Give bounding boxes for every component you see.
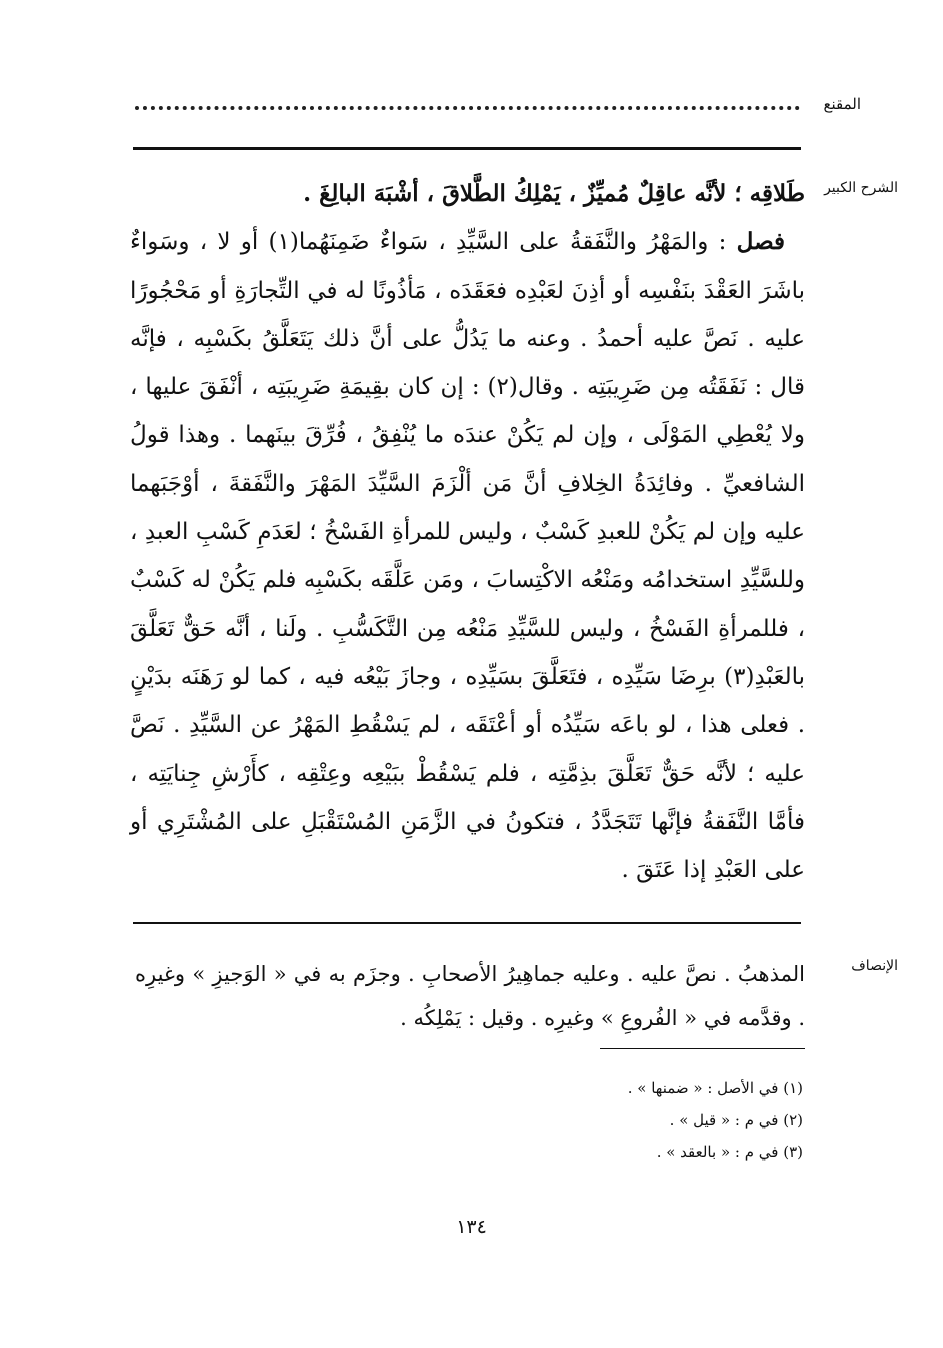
- insaf-paragraph: المذهبُ . نصَّ عليه . وعليه جماهِيرُ الأصحابِ . وجزَم به في « الوَجيزِ » وغيرِه . وقدَّمه في « الفُروعِ » وغيرِه . وقيل : يَمْلِكُه .: [135, 962, 805, 1030]
- footnote-1: (١) في الأصل : « ضمنها » .: [627, 1079, 803, 1097]
- section-label-insaf: الإنصاف: [851, 958, 898, 974]
- footnote-rule: [600, 1048, 805, 1049]
- section-divider: [133, 922, 801, 924]
- fasl-paragraph: [130, 218, 805, 894]
- page-number: ١٣٤: [456, 1216, 487, 1238]
- fasl-body: : والمَهْرُ والنَّفَقةُ على السَّيِّدِ ، سَواءٌ ضَمِنَهُما(١) أو لا ، وسَواءٌ باشَرَ العَقْدَ بنَفْسِه أو أذِنَ لعَبْدِه فعَقَدَه ، مَأذُونًا له في التِّجارَةِ أو مَحْجُورًا عليه . نَصَّ عليه أحمدُ . وعنه ما يَدُلُّ على أنَّ ذلك يَتَعَلَّقُ بكَسْبِه ، فإنَّه قال : نَفَقَتُه مِن ضَرِيبَتِه . وقال(٢) : إن كان بقِيمَةِ ضَرِيبَتِه ، أنْفَقَ عليها ، ولا يُعْطِي المَوْلَى ، وإن لم يَكُنْ عندَه ما يُنْفِقُ ، فُرِّقَ بينَهما . وهذا قولُ الشافعيِّ . وفائِدَةُ الخِلافِ أنَّ مَن ألْزَمَ السَّيِّدَ المَهْرَ والنَّفَقةَ ، أوْجَبَهما عليه وإن لم يَكُنْ للعبدِ كَسْبٌ ، وليس للمرأةِ الفَسْخُ ؛ لعَدَمِ كَسْبِ العبدِ ، وللسَّيِّدِ استخدامُه ومَنْعُه الاكْتِسابَ ، ومَن عَلَّقَه بكَسْبِه فلم يَكُنْ له كَسْبٌ ، فللمرأةِ الفَسْخُ ، وليس للسَّيِّدِ مَنْعُه مِن التَّكَسُّبِ . ولَنا ، أنَّه حَقٌّ تَعَلَّقَ بالعَبْدِ(٣) برِضَا سَيِّدِه ، فتَعَلَّقَ بسَيِّدِه ، وجازَ بَيْعُه فيه ، كما لو رَهَنَه بدَيْنٍ . فعلى هذا ، لو باعَه سَيِّدُه أو أعْتَقَه ، لم يَسْقُطِ المَهْرُ عن السَّيِّدِ . نَصَّ عليه ؛ لأنَّه حَقٌّ تَعَلَّقَ بذِمَّتِه ، فلم يَسْقُطْ ببَيْعِه وعِتْقِه ، كأَرْشِ جِنايَتِه ، فأمَّا النَّفَقةُ فإنَّها تَتَجَدَّدُ ، فتكونُ في الزَّمَنِ المُسْتَقْبَلِ على المُشْتَرِي أو على العَبْدِ إذا عَتَقَ .: [130, 229, 805, 884]
- footnote-3: (٣) في م : « بالعقد » .: [656, 1143, 803, 1161]
- lead-text: طَلاقِه ؛ لأنَّه عاقِلٌ مُميِّزٌ ، يَمْلِكُ الطَّلاقَ ، أشْبَهَ البالِغَ .: [303, 180, 805, 207]
- main-commentary: [130, 170, 805, 894]
- header-dotted-rule: [135, 106, 800, 110]
- header-rule: [133, 147, 801, 150]
- footnotes: [628, 1072, 803, 1168]
- insaf-text: [135, 952, 805, 1040]
- fasl-heading: فصل: [736, 228, 786, 256]
- footnote-2: (٢) في م : « قيل » .: [669, 1111, 803, 1129]
- lead-paragraph: [130, 170, 805, 218]
- book-title: المقنع: [823, 95, 861, 113]
- section-label-sharh: الشرح الكبير: [824, 180, 898, 196]
